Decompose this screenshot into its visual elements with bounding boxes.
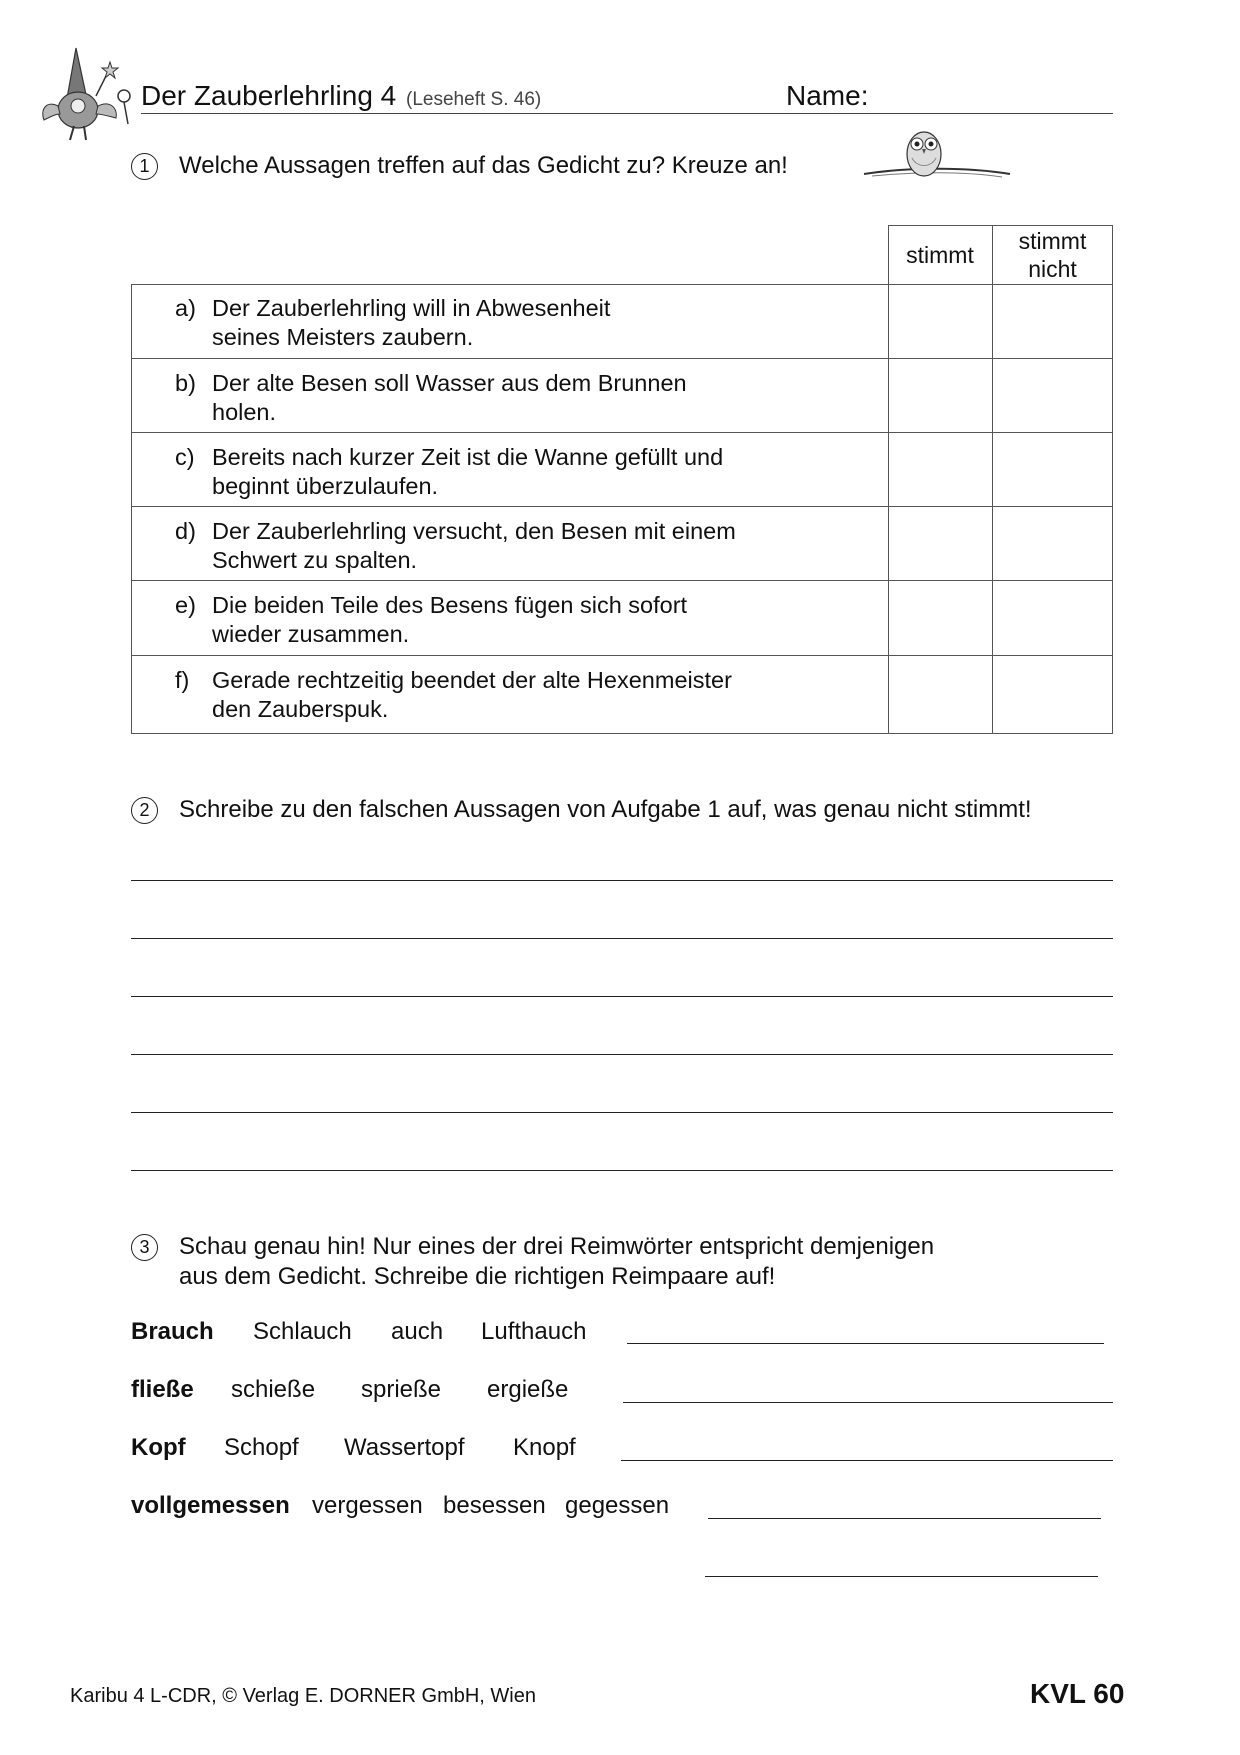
statement-line1: Gerade rechtzeitig beendet der alte Hexenmeister [212, 667, 732, 693]
task-3-instruction-line2: aus dem Gedicht. Schreibe die richtigen Reimpaare auf! [179, 1263, 776, 1290]
table-left-border [131, 284, 132, 734]
table-right-border [1112, 225, 1113, 734]
statement-text [175, 517, 736, 575]
rhyme-answer-line[interactable] [705, 1576, 1098, 1577]
statement-line1: Der Zauberlehrling versucht, den Besen mit einem [212, 518, 736, 544]
rhyme-option: ergieße [487, 1376, 569, 1403]
statement-line2: Schwert zu spalten. [212, 547, 418, 573]
table-column-divider [888, 225, 889, 734]
rhyme-option: schieße [231, 1376, 316, 1403]
statement-letter: d) [175, 518, 196, 544]
statement-row-c [131, 433, 1113, 507]
statement-line1: Der Zauberlehrling will in Abwesenheit [212, 295, 611, 321]
statement-letter: e) [175, 592, 196, 618]
statement-letter: a) [175, 295, 196, 321]
statement-row-e [131, 581, 1113, 656]
rhyme-option: besessen [443, 1492, 546, 1519]
task-2-heading [131, 795, 1032, 825]
rhyme-key-word: Brauch [131, 1318, 214, 1345]
rhyme-answer-line[interactable] [621, 1460, 1113, 1461]
statement-row-d [131, 507, 1113, 581]
statement-text [175, 666, 732, 724]
task-3-heading [131, 1232, 934, 1292]
statement-line2: wieder zusammen. [212, 621, 410, 647]
rhyme-key-word: vollgemessen [131, 1492, 290, 1519]
answer-line[interactable] [131, 880, 1113, 881]
rhyme-option: Lufthauch [481, 1318, 587, 1345]
statement-letter: c) [175, 444, 195, 470]
rhyme-key-word: fließe [131, 1376, 194, 1403]
table-column-divider [992, 225, 993, 734]
column-header-stimmt-nicht [992, 227, 1113, 283]
rhyme-option: gegessen [565, 1492, 670, 1519]
page-code: KVL 60 [1030, 1678, 1125, 1709]
statement-line2: seines Meisters zaubern. [212, 324, 474, 350]
task-1-heading [131, 151, 788, 181]
answer-line[interactable] [131, 1112, 1113, 1113]
task-number-2: 2 [131, 797, 158, 824]
task-3-instruction-line1: Schau genau hin! Nur eines der drei Reimwörter entspricht demjenigen [179, 1233, 935, 1260]
rhyme-option: Schlauch [253, 1318, 352, 1345]
title-text: Der Zauberlehrling 4 [141, 80, 397, 111]
page-title [141, 80, 541, 112]
owl-illustration-icon [862, 124, 1012, 196]
answer-line[interactable] [131, 1170, 1113, 1171]
rhyme-option: vergessen [312, 1492, 423, 1519]
statement-letter: b) [175, 370, 196, 396]
statement-text [175, 591, 687, 649]
rhyme-option: auch [391, 1318, 444, 1345]
answer-line[interactable] [131, 996, 1113, 997]
rhyme-option: Schopf [224, 1434, 299, 1461]
statements-table [131, 225, 1113, 734]
statement-row-a [131, 284, 1113, 359]
column-header-stimmt: stimmt [906, 242, 974, 268]
rhyme-key-word: Kopf [131, 1434, 186, 1461]
rhyme-option: sprieße [361, 1376, 442, 1403]
rhyme-option: Wassertopf [344, 1434, 465, 1461]
task-number-3: 3 [131, 1234, 158, 1261]
task-number-1: 1 [131, 153, 158, 180]
rhyme-option: Knopf [513, 1434, 576, 1461]
statement-line2: holen. [212, 399, 277, 425]
title-reference: (Leseheft S. 46) [406, 89, 542, 110]
task-2-instruction: Schreibe zu den falschen Aussagen von Aufgabe 1 auf, was genau nicht stimmt! [179, 796, 1032, 823]
rhyme-answer-line[interactable] [627, 1343, 1104, 1344]
statement-line2: beginnt überzulaufen. [212, 473, 439, 499]
statement-text [175, 369, 687, 427]
wizard-logo-icon [38, 44, 138, 144]
statement-line1: Die beiden Teile des Besens fügen sich sofort [212, 592, 688, 618]
statement-text [175, 294, 610, 352]
rhyme-answer-line[interactable] [623, 1402, 1113, 1403]
statement-letter: f) [175, 667, 190, 693]
answer-line[interactable] [131, 1054, 1113, 1055]
table-top-border [888, 225, 1113, 226]
answer-line[interactable] [131, 938, 1113, 939]
column-header-line1: stimmt [1018, 228, 1087, 254]
statement-text [175, 443, 723, 501]
header-rule [141, 113, 1113, 114]
column-header-line2: nicht [1028, 256, 1077, 282]
rhyme-answer-line[interactable] [708, 1518, 1101, 1519]
statement-line1: Der alte Besen soll Wasser aus dem Brunnen [212, 370, 687, 396]
statement-line2: den Zauberspuk. [212, 696, 389, 722]
footer-credit: Karibu 4 L-CDR, © Verlag E. DORNER GmbH, Wien [70, 1685, 536, 1707]
statement-row-b [131, 359, 1113, 433]
task-1-instruction: Welche Aussagen treffen auf das Gedicht zu? Kreuze an! [179, 152, 788, 179]
statement-line1: Bereits nach kurzer Zeit ist die Wanne gefüllt und [212, 444, 724, 470]
name-label: Name: [786, 80, 869, 111]
statement-row-f [131, 656, 1113, 734]
